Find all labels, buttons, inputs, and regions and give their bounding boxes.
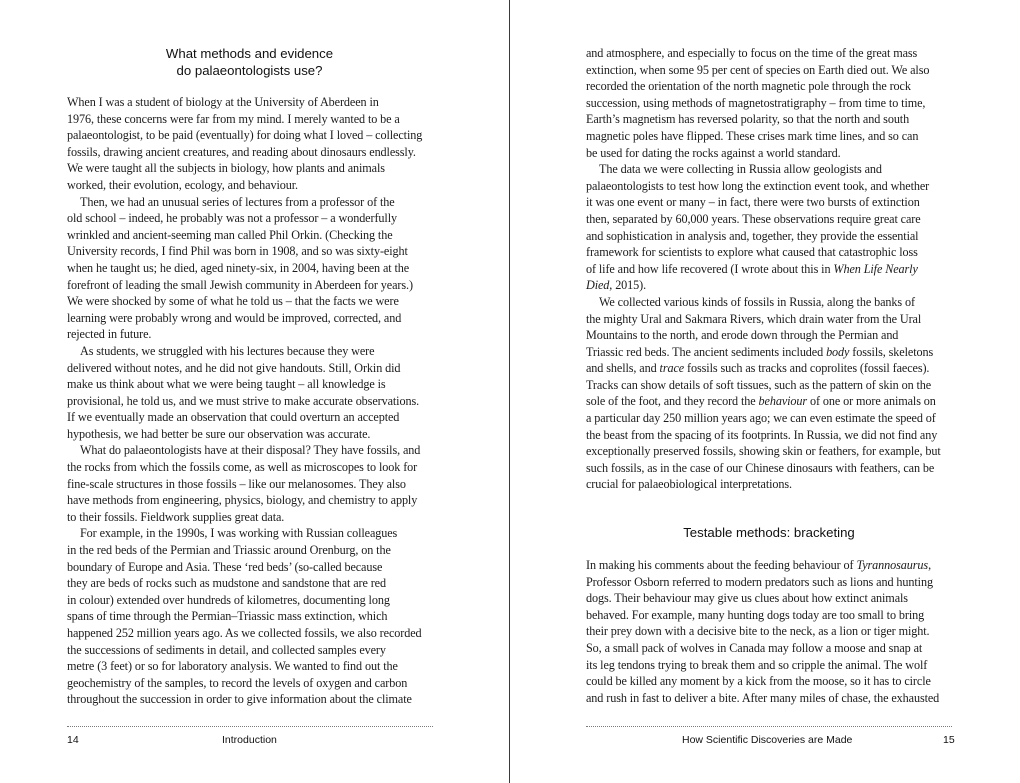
- text-line: provisional, he told us, and we must strive to make accurate observations.: [67, 393, 420, 408]
- text-line: Tracks can show details of soft tissues, such as the pattern of skin on the: [586, 377, 932, 392]
- text-line: when he taught us; he died, aged ninety-six, in 2004, having been at the: [67, 260, 410, 275]
- text-line: wrinkled and ancient-seeming man called Phil Orkin. (Checking the: [67, 227, 393, 242]
- text-line: in the red beds of the Permian and Triassic around Orenburg, on the: [67, 543, 391, 558]
- text-line: make us think about what we were being taught – all knowledge is: [67, 377, 386, 392]
- text-line: palaeontologists to test how long the extinction event took, and whether: [586, 178, 930, 193]
- heading-line-2: do palaeontologists use?: [176, 63, 323, 78]
- text-line: We were taught all the subjects in biology, how plants and animals: [67, 161, 385, 176]
- text-line: exceptionally preserved fossils, showing skin or feathers, for example, but: [586, 444, 941, 459]
- text-line: sole of the foot, and they record the behaviour of one or more animals on: [586, 394, 936, 409]
- text-line: of life and how life recovered (I wrote about this in When Life Nearly: [586, 261, 918, 276]
- text-line: to their fossils. Fieldwork supplies great data.: [67, 509, 285, 524]
- text-line: So, a small pack of wolves in Canada may follow a moose and snap at: [586, 640, 923, 655]
- text-line: rejected in future.: [67, 327, 152, 342]
- text-line: worked, their evolution, ecology, and behaviour.: [67, 177, 298, 192]
- text-line: We were shocked by some of what he told us – that the facts we were: [67, 294, 399, 309]
- text-line: spans of time through the Permian–Triassic mass extinction, which: [67, 609, 388, 624]
- text-line: and shells, and trace fossils such as tracks and coprolites (fossil faeces).: [586, 361, 930, 376]
- right-page: [510, 0, 1019, 783]
- running-head: Introduction: [222, 734, 277, 746]
- body-text-top: [586, 45, 952, 493]
- text-line: delivered without notes, and he did not give handouts. Still, Orkin did: [67, 360, 401, 375]
- text-line: Then, we had an unusual series of lectures from a professor of the: [80, 194, 395, 209]
- text-line: recorded the orientation of the north magnetic pole through the rock: [586, 79, 911, 94]
- text-line: Professor Osborn referred to modern predators such as lions and hunting: [586, 574, 933, 589]
- text-line: In making his comments about the feeding behaviour of Tyrannosaurus,: [586, 558, 932, 572]
- page-number: 15: [943, 734, 955, 746]
- text-line: geochemistry of the samples, to record the levels of oxygen and carbon: [67, 675, 408, 690]
- running-head: How Scientific Discoveries are Made: [682, 734, 853, 746]
- text-line: it was one event or many – in fact, there were two bursts of extinction: [586, 195, 920, 210]
- text-line: crucial for palaeobiological interpretations.: [586, 477, 792, 492]
- text-line: fine-scale structures in those fossils – like our melanosomes. They also: [67, 476, 406, 491]
- text-line: The data we were collecting in Russia allow geologists and: [599, 162, 882, 177]
- text-line: We collected various kinds of fossils in Russia, along the banks of: [599, 294, 915, 309]
- text-line: its leg tendons trying to break them and so cripple the animal. The wolf: [586, 657, 928, 672]
- text-line: the mighty Ural and Sakmara Rivers, which drain water from the Ural: [586, 311, 922, 326]
- text-line: learning were probably wrong and would be improved, corrected, and: [67, 310, 402, 325]
- text-line: Mountains to the north, and erode down through the Permian and: [586, 328, 899, 343]
- text-line: succession, using methods of magnetostratigraphy – from time to time,: [586, 95, 926, 110]
- text-line: Triassic red beds. The ancient sediments included body fossils, skeletons: [586, 344, 934, 359]
- text-line: metre (3 feet) or so for laboratory analysis. We wanted to find out the: [67, 659, 398, 674]
- text-line: could be killed any moment by a kick from the moose, so it has to circle: [586, 674, 931, 689]
- text-line: old school – indeed, he probably was not a professor – a wonderfully: [67, 211, 397, 226]
- text-line: 1976, these concerns were far from my mind. I merely wanted to be a: [67, 111, 400, 126]
- text-line: hypothesis, we had better be sure our observation was accurate.: [67, 426, 371, 441]
- text-line: throughout the succession in order to give information about the climate: [67, 692, 412, 707]
- text-line: the rocks from which the fossils come, as well as microscopes to look for: [67, 460, 418, 475]
- text-line: behaved. For example, many hunting dogs today are too small to bring: [586, 607, 925, 622]
- left-page: [0, 0, 509, 783]
- text-line: What do palaeontologists have at their disposal? They have fossils, and: [80, 443, 421, 458]
- text-line: and rush in fast to deliver a bite. After many miles of chase, the exhausted: [586, 690, 940, 705]
- footer-rule: [67, 726, 433, 727]
- text-line: Died, 2015).: [586, 278, 647, 293]
- text-line: in colour) extended over hundreds of kilometres, documenting long: [67, 592, 390, 607]
- text-line: magnetic poles have flipped. These crises mark time lines, and so can: [586, 128, 919, 143]
- text-line: As students, we struggled with his lectures because they were: [80, 343, 375, 358]
- text-line: forefront of leading the small Jewish community in Aberdeen for years.): [67, 277, 413, 292]
- body-text-bottom: [586, 557, 952, 706]
- text-line: extinction, when some 95 per cent of species on Earth died out. We also: [586, 62, 930, 77]
- text-line: they are beds of rocks such as mudstone and sandstone that are red: [67, 576, 386, 591]
- text-line: If we eventually made an observation that could overturn an accepted: [67, 410, 400, 425]
- text-line: dogs. Their behaviour may give us clues about how extinct animals: [586, 591, 908, 606]
- text-line: happened 252 million years ago. As we collected fossils, we also recorded: [67, 626, 422, 640]
- heading-line-1: What methods and evidence: [165, 46, 334, 61]
- text-line: When I was a student of biology at the University of Aberdeen in: [67, 95, 379, 109]
- text-line: and atmosphere, and especially to focus on the time of the great mass: [586, 46, 918, 60]
- body-text: [67, 94, 432, 708]
- subsection-heading: Testable methods: bracketing: [683, 525, 855, 540]
- text-line: the successions of sediments in detail, and collected samples every: [67, 642, 386, 657]
- footer-rule: [586, 726, 952, 727]
- text-line: boundary of Europe and Asia. These ‘red beds’ (so-called because: [67, 559, 383, 574]
- text-line: and sophistication in analysis and, together, they provide the essential: [586, 228, 919, 243]
- text-line: Earth’s magnetism has reversed polarity, so that the north and south: [586, 112, 910, 127]
- text-line: the beast from the spacing of its footprints. In Russia, we did not find any: [586, 427, 938, 442]
- text-line: palaeontologist, to be paid (eventually) for doing what I loved – collecting: [67, 128, 423, 143]
- text-line: then, separated by 60,000 years. These observations require great care: [586, 211, 921, 226]
- text-line: a particular day 250 million years ago; we can even estimate the speed of: [586, 411, 936, 426]
- text-line: University records, I find Phil was born in 1908, and so was sixty-eight: [67, 244, 408, 259]
- text-line: framework for scientists to explore what caused that catastrophic loss: [586, 245, 918, 260]
- text-line: be used for dating the rocks against a world standard.: [586, 145, 841, 160]
- page-number: 14: [67, 734, 79, 746]
- text-line: such fossils, as in the case of our Chinese dinosaurs with feathers, can be: [586, 460, 935, 475]
- text-line: fossils, drawing ancient creatures, and reading about dinosaurs endlessly.: [67, 144, 416, 159]
- text-line: have methods from engineering, physics, biology, and chemistry to apply: [67, 493, 418, 508]
- text-line: their prey down with a decisive bite to the neck, as a lion or tiger might.: [586, 624, 930, 639]
- text-line: For example, in the 1990s, I was working with Russian colleagues: [80, 526, 398, 541]
- section-heading: [67, 45, 432, 79]
